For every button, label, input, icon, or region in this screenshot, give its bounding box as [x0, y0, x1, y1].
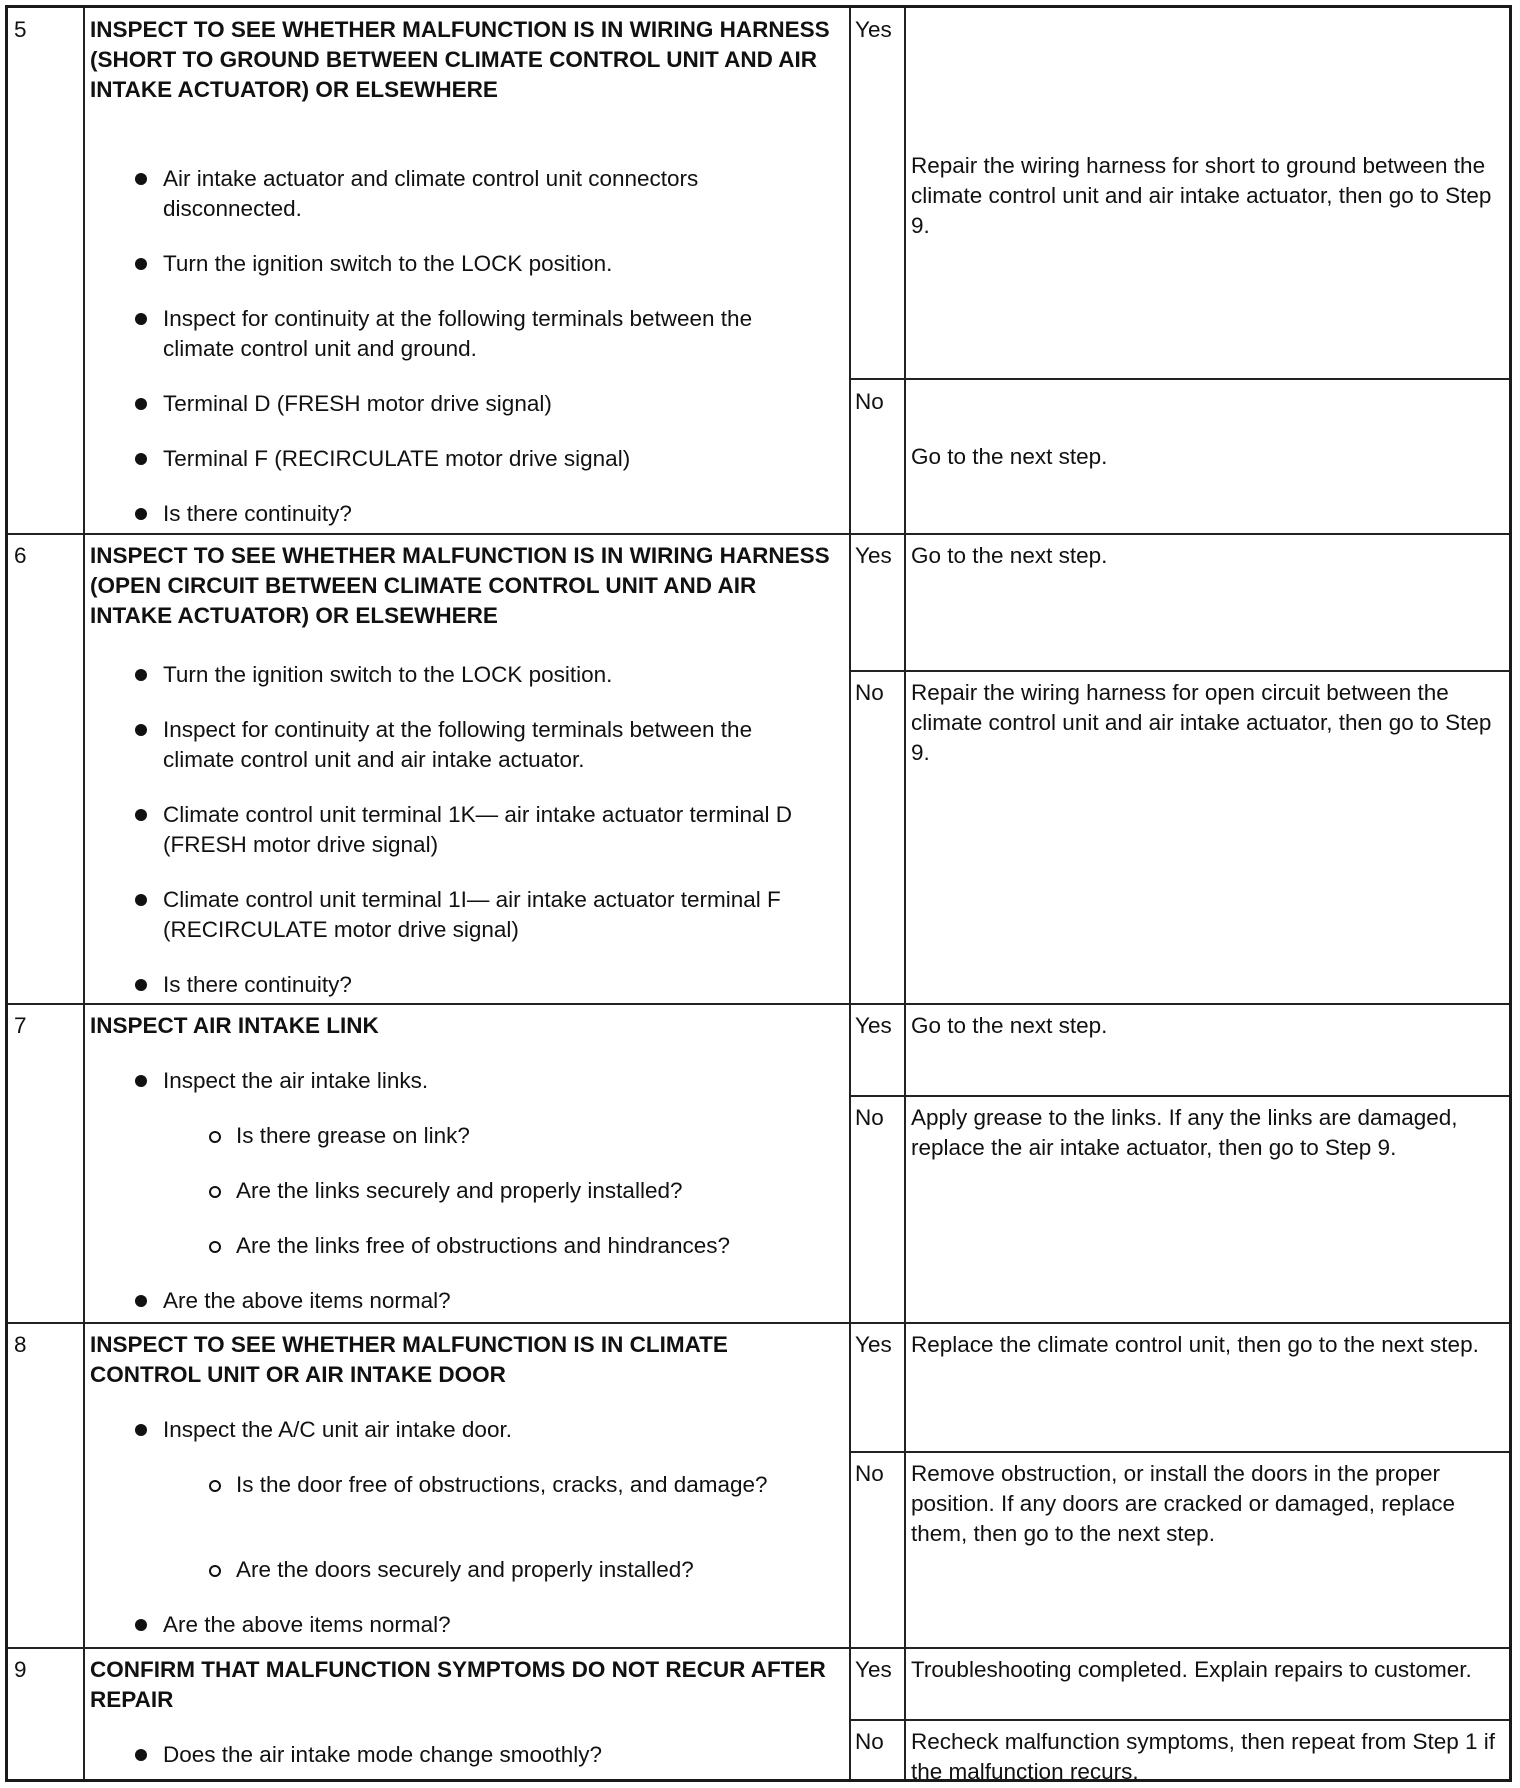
- bullet-icon: [135, 724, 147, 736]
- bullet-icon: [135, 1295, 147, 1307]
- bullet-icon: [135, 1075, 147, 1087]
- sub-bullet-icon: [209, 1241, 221, 1253]
- bullet-icon: [135, 979, 147, 991]
- step-subitem: Are the links free of obstructions and hindrances?: [236, 1233, 731, 1258]
- column-divider: [904, 8, 906, 1779]
- step-title: INSPECT TO SEE WHETHER MALFUNCTION IS IN WIRING HARNESS (OPEN CIRCUIT BETWEEN CLIMATE CONTROL UNIT AND AIR INTAKE ACTUATOR) OR ELSEWHERE: [90, 543, 830, 628]
- step-item: Inspect for continuity at the following terminals between the climate control unit and ground.: [163, 306, 753, 361]
- bullet-icon: [135, 1619, 147, 1631]
- step-item: Inspect the air intake links.: [163, 1068, 429, 1093]
- sub-bullet-icon: [209, 1480, 221, 1492]
- no-action: Repair the wiring harness for open circuit between the climate control unit and air intake actuator, then go to Step 9.: [911, 680, 1492, 765]
- yes-label: Yes: [855, 17, 892, 42]
- yes-label: Yes: [855, 1332, 892, 1357]
- bullet-icon: [135, 258, 147, 270]
- step-number: 9: [14, 1657, 27, 1682]
- bullet-icon: [135, 1749, 147, 1761]
- yes-label: Yes: [855, 1013, 892, 1038]
- troubleshooting-table: [5, 5, 1512, 1782]
- step-subitem: Is the door free of obstructions, cracks, and damage?: [236, 1472, 768, 1497]
- bullet-icon: [135, 453, 147, 465]
- row-divider: [8, 1322, 1509, 1324]
- yes-no-divider: [849, 378, 1509, 380]
- step-item: Does the air intake mode change smoothly?: [163, 1742, 603, 1767]
- column-divider: [849, 8, 851, 1779]
- column-divider: [83, 8, 85, 1779]
- yes-action: Go to the next step.: [911, 543, 1108, 568]
- step-subitem: Is there grease on link?: [236, 1123, 470, 1148]
- step-item: Are the above items normal?: [163, 1612, 451, 1637]
- no-label: No: [855, 680, 884, 705]
- no-label: No: [855, 1105, 884, 1130]
- yes-action: Replace the climate control unit, then go to the next step.: [911, 1332, 1479, 1357]
- no-action: Remove obstruction, or install the doors in the proper position. If any doors are cracked or damaged, replace them, then go to the next step.: [911, 1461, 1456, 1546]
- no-label: No: [855, 1729, 884, 1754]
- row-divider: [8, 1647, 1509, 1649]
- no-label: No: [855, 389, 884, 414]
- step-item: Turn the ignition switch to the LOCK position.: [163, 251, 613, 276]
- step-title: INSPECT TO SEE WHETHER MALFUNCTION IS IN WIRING HARNESS (SHORT TO GROUND BETWEEN CLIMATE CONTROL UNIT AND AIR INTAKE ACTUATOR) OR ELSEWHERE: [90, 17, 830, 102]
- yes-no-divider: [849, 1451, 1509, 1453]
- bullet-icon: [135, 1424, 147, 1436]
- step-title: INSPECT TO SEE WHETHER MALFUNCTION IS IN CLIMATE CONTROL UNIT OR AIR INTAKE DOOR: [90, 1332, 728, 1387]
- step-number: 6: [14, 543, 27, 568]
- yes-action: Go to the next step.: [911, 1013, 1108, 1038]
- bullet-icon: [135, 809, 147, 821]
- yes-no-divider: [849, 670, 1509, 672]
- step-subitem: Are the doors securely and properly installed?: [236, 1557, 694, 1582]
- yes-action: Troubleshooting completed. Explain repairs to customer.: [911, 1657, 1472, 1682]
- bullet-icon: [135, 398, 147, 410]
- step-number: 8: [14, 1332, 27, 1357]
- sub-bullet-icon: [209, 1131, 221, 1143]
- step-item: Turn the ignition switch to the LOCK position.: [163, 662, 613, 687]
- step-item: Inspect for continuity at the following terminals between the climate control unit and air intake actuator.: [163, 717, 753, 772]
- step-item: Inspect the A/C unit air intake door.: [163, 1417, 512, 1442]
- bullet-icon: [135, 894, 147, 906]
- yes-label: Yes: [855, 543, 892, 568]
- yes-no-divider: [849, 1719, 1509, 1721]
- sub-bullet-icon: [209, 1565, 221, 1577]
- step-item: Is there continuity?: [163, 972, 352, 997]
- bullet-icon: [135, 313, 147, 325]
- step-item: Climate control unit terminal 1K— air intake actuator terminal D (FRESH motor drive signal): [163, 802, 793, 857]
- yes-action: Repair the wiring harness for short to ground between the climate control unit and air intake actuator, then go to Step 9.: [911, 153, 1492, 238]
- step-number: 7: [14, 1013, 27, 1038]
- no-action: Go to the next step.: [911, 444, 1108, 469]
- step-subitem: Are the links securely and properly installed?: [236, 1178, 683, 1203]
- bullet-icon: [135, 669, 147, 681]
- step-item: Are the above items normal?: [163, 1288, 451, 1313]
- step-item: Air intake actuator and climate control unit connectors disconnected.: [163, 166, 699, 221]
- step-item: Is there continuity?: [163, 501, 352, 526]
- yes-no-divider: [849, 1095, 1509, 1097]
- step-number: 5: [14, 17, 27, 42]
- yes-label: Yes: [855, 1657, 892, 1682]
- row-divider: [8, 533, 1509, 535]
- no-action: Apply grease to the links. If any the links are damaged, replace the air intake actuator, then go to Step 9.: [911, 1105, 1458, 1160]
- step-item: Climate control unit terminal 1I— air intake actuator terminal F (RECIRCULATE motor drive signal): [163, 887, 781, 942]
- bullet-icon: [135, 508, 147, 520]
- step-title: CONFIRM THAT MALFUNCTION SYMPTOMS DO NOT RECUR AFTER REPAIR: [90, 1657, 826, 1712]
- sub-bullet-icon: [209, 1186, 221, 1198]
- step-item: Terminal D (FRESH motor drive signal): [163, 391, 552, 416]
- no-action: Recheck malfunction symptoms, then repeat from Step 1 if the malfunction recurs.: [911, 1729, 1496, 1784]
- step-item: Terminal F (RECIRCULATE motor drive signal): [163, 446, 631, 471]
- no-label: No: [855, 1461, 884, 1486]
- row-divider: [8, 1003, 1509, 1005]
- bullet-icon: [135, 173, 147, 185]
- step-title: INSPECT AIR INTAKE LINK: [90, 1013, 379, 1038]
